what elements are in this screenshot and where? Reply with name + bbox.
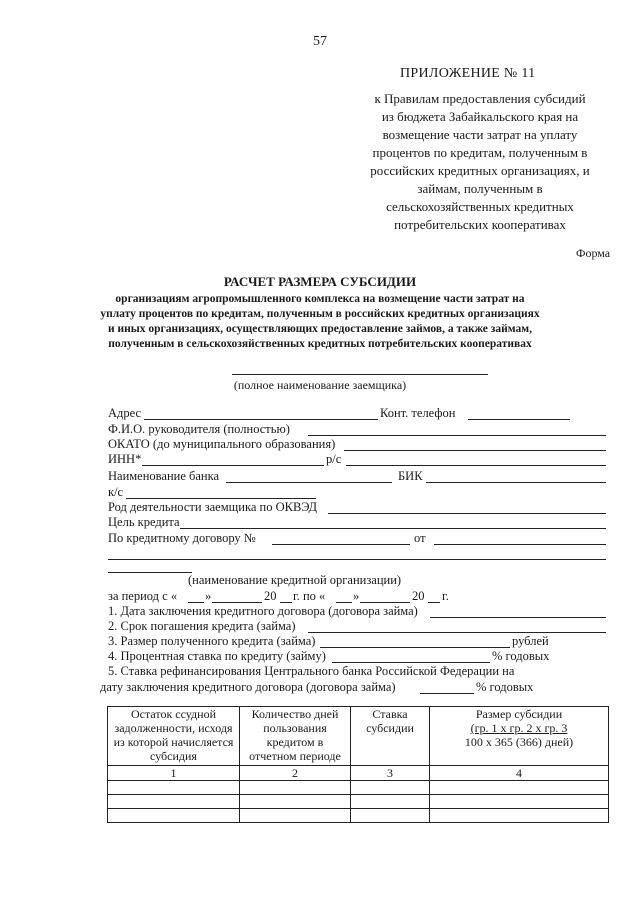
account-label: р/с	[326, 452, 342, 466]
item-4-row	[108, 649, 608, 664]
subsidy-calculation-table	[107, 706, 609, 823]
subtitle-line: и иных организациях, осуществляющих предоставление займов, а также займам,	[107, 323, 532, 335]
address-field[interactable]	[144, 419, 378, 420]
period-suffix: г.	[442, 589, 449, 603]
appendix-line: к Правилам предоставления субсидий	[374, 91, 586, 106]
appendix-line: сельскохозяйственных кредитных	[386, 199, 574, 214]
period-year-prefix: 20	[412, 589, 425, 603]
inn-field[interactable]	[142, 465, 324, 466]
bank-row	[108, 469, 608, 484]
head-name-label: Ф.И.О. руководителя (полностью)	[108, 422, 290, 436]
period-start-year-field[interactable]	[280, 602, 292, 603]
bank-org-row	[108, 559, 608, 574]
account-field[interactable]	[346, 465, 606, 466]
bik-field[interactable]	[426, 482, 606, 483]
inn-row	[108, 452, 608, 467]
period-row	[108, 589, 608, 604]
table-cell[interactable]	[430, 795, 609, 809]
okved-field[interactable]	[328, 513, 606, 514]
column-number: 1	[108, 766, 240, 781]
period-end-year-field[interactable]	[428, 602, 440, 603]
header-subsidy-title: Размер субсидии	[475, 707, 563, 721]
column-number: 2	[240, 766, 351, 781]
purpose-field[interactable]	[180, 528, 606, 529]
appendix-text	[345, 90, 615, 234]
item-5-unit: % годовых	[476, 680, 534, 694]
bank-name-field[interactable]	[226, 482, 392, 483]
credit-organization-caption: (наименование кредитной организации)	[188, 573, 402, 587]
table-row	[108, 795, 609, 809]
contract-number-field[interactable]	[272, 544, 410, 545]
table-row	[108, 781, 609, 795]
purpose-row	[108, 515, 608, 530]
appendix-line: возмещение части затрат на уплату	[382, 127, 578, 142]
period-start-month-field[interactable]	[212, 602, 262, 603]
contract-date-label: от	[414, 531, 426, 545]
contract-date-value-field[interactable]	[430, 617, 606, 618]
table-cell[interactable]	[240, 809, 351, 823]
okato-label: ОКАТО (до муниципального образования)	[108, 437, 336, 451]
column-number: 4	[430, 766, 609, 781]
item-2-label: 2. Срок погашения кредита (займа)	[108, 619, 296, 633]
corr-account-label: к/с	[108, 485, 124, 499]
inn-label: ИНН*	[108, 452, 142, 466]
item-5-continuation-row	[100, 680, 608, 695]
credit-organization-field[interactable]	[108, 572, 192, 573]
period-sep: »	[353, 589, 360, 603]
table-cell[interactable]	[108, 781, 240, 795]
phone-label: Конт. телефон	[380, 406, 456, 420]
item-3-unit: рублей	[512, 634, 549, 648]
period-year-prefix: 20	[264, 589, 277, 603]
head-name-field[interactable]	[308, 435, 606, 436]
table-cell[interactable]	[240, 781, 351, 795]
column-number: 3	[351, 766, 430, 781]
address-label: Адрес	[108, 406, 142, 420]
page-number: 57	[313, 34, 327, 49]
document-title: РАСЧЕТ РАЗМЕРА СУБСИДИИ	[223, 274, 417, 289]
phone-field[interactable]	[468, 419, 570, 420]
borrower-caption: (полное наименование заемщика)	[233, 378, 407, 392]
address-row	[108, 406, 608, 421]
header-rate: Ставка субсидии	[351, 707, 430, 766]
appendix-line: займам, полученным в	[417, 181, 543, 196]
item-3-row	[108, 634, 608, 649]
appendix-line: потребительских кооперативах	[394, 217, 566, 232]
appendix-title: ПРИЛОЖЕНИЕ № 11	[400, 66, 536, 81]
table-cell[interactable]	[430, 781, 609, 795]
table-row	[108, 809, 609, 823]
document-subtitle	[100, 292, 540, 352]
item-2-row	[108, 619, 608, 634]
subtitle-line: уплату процентов по кредитам, полученным в российских кредитных организациях	[100, 308, 540, 320]
refinancing-rate-field[interactable]	[420, 693, 474, 694]
okato-field[interactable]	[344, 450, 606, 451]
table-cell[interactable]	[351, 781, 430, 795]
table-cell[interactable]	[430, 809, 609, 823]
borrower-name-field[interactable]	[232, 374, 488, 375]
period-end-month-field[interactable]	[360, 602, 410, 603]
period-start-day-field[interactable]	[188, 602, 204, 603]
period-prefix: за период с «	[108, 589, 178, 603]
corr-account-row	[108, 485, 608, 500]
subtitle-line: полученным в сельскохозяйственных кредитных потребительских кооперативах	[108, 338, 532, 350]
appendix-line: процентов по кредитам, полученным в	[372, 145, 588, 160]
table-cell[interactable]	[240, 795, 351, 809]
appendix-line: из бюджета Забайкальского края на	[381, 109, 579, 124]
interest-rate-field[interactable]	[332, 662, 490, 663]
bik-label: БИК	[398, 469, 423, 483]
appendix-line: российских кредитных организациях, и	[370, 163, 590, 178]
subtitle-line: организациям агропромышленного комплекса на возмещение части затрат на	[115, 293, 525, 305]
loan-amount-field[interactable]	[320, 647, 510, 648]
header-subsidy	[430, 707, 609, 766]
item-5-label: 5. Ставка рефинансирования Центрального банка Российской Федерации на	[108, 664, 515, 678]
header-days: Количество дней пользования кредитом в отчетном периоде	[240, 707, 351, 766]
okato-row	[108, 437, 608, 452]
table-cell[interactable]	[108, 809, 240, 823]
bank-name-label: Наименование банка	[108, 469, 220, 483]
head-name-row	[108, 422, 608, 437]
header-subsidy-formula-bottom: 100 х 365 (366) дней)	[464, 735, 574, 749]
form-label: Форма	[576, 246, 611, 260]
item-4-label: 4. Процентная ставка по кредиту (займу)	[108, 649, 326, 663]
contract-number-label: По кредитному договору №	[108, 531, 256, 545]
table-cell[interactable]	[351, 809, 430, 823]
item-4-unit: % годовых	[492, 649, 550, 663]
period-end-day-field[interactable]	[336, 602, 352, 603]
table-cell[interactable]	[108, 795, 240, 809]
table-number-row	[108, 766, 609, 781]
item-3-label: 3. Размер полученного кредита (займа)	[108, 634, 316, 648]
corr-account-field[interactable]	[126, 498, 316, 499]
header-subsidy-formula-top: (гр. 1 х гр. 2 х гр. 3	[470, 721, 568, 735]
item-1-row	[108, 604, 608, 619]
contract-row	[108, 531, 608, 546]
table-cell[interactable]	[351, 795, 430, 809]
repayment-term-field[interactable]	[308, 632, 606, 633]
okved-row	[108, 500, 608, 515]
purpose-label: Цель кредита	[108, 515, 180, 529]
item-1-label: 1. Дата заключения кредитного договора (договора займа)	[108, 604, 418, 618]
item-5-row	[108, 664, 608, 679]
header-loan-balance: Остаток ссудной задолженности, исходя из которой начисляется субсидия	[108, 707, 240, 766]
okved-label: Род деятельности заемщика по ОКВЭД	[108, 500, 318, 514]
item-5-label-continuation: дату заключения кредитного договора (договора займа)	[100, 680, 396, 694]
period-mid: г. по «	[293, 589, 326, 603]
period-sep: »	[205, 589, 212, 603]
contract-date-field[interactable]	[434, 544, 606, 545]
table-header-row	[108, 707, 609, 766]
